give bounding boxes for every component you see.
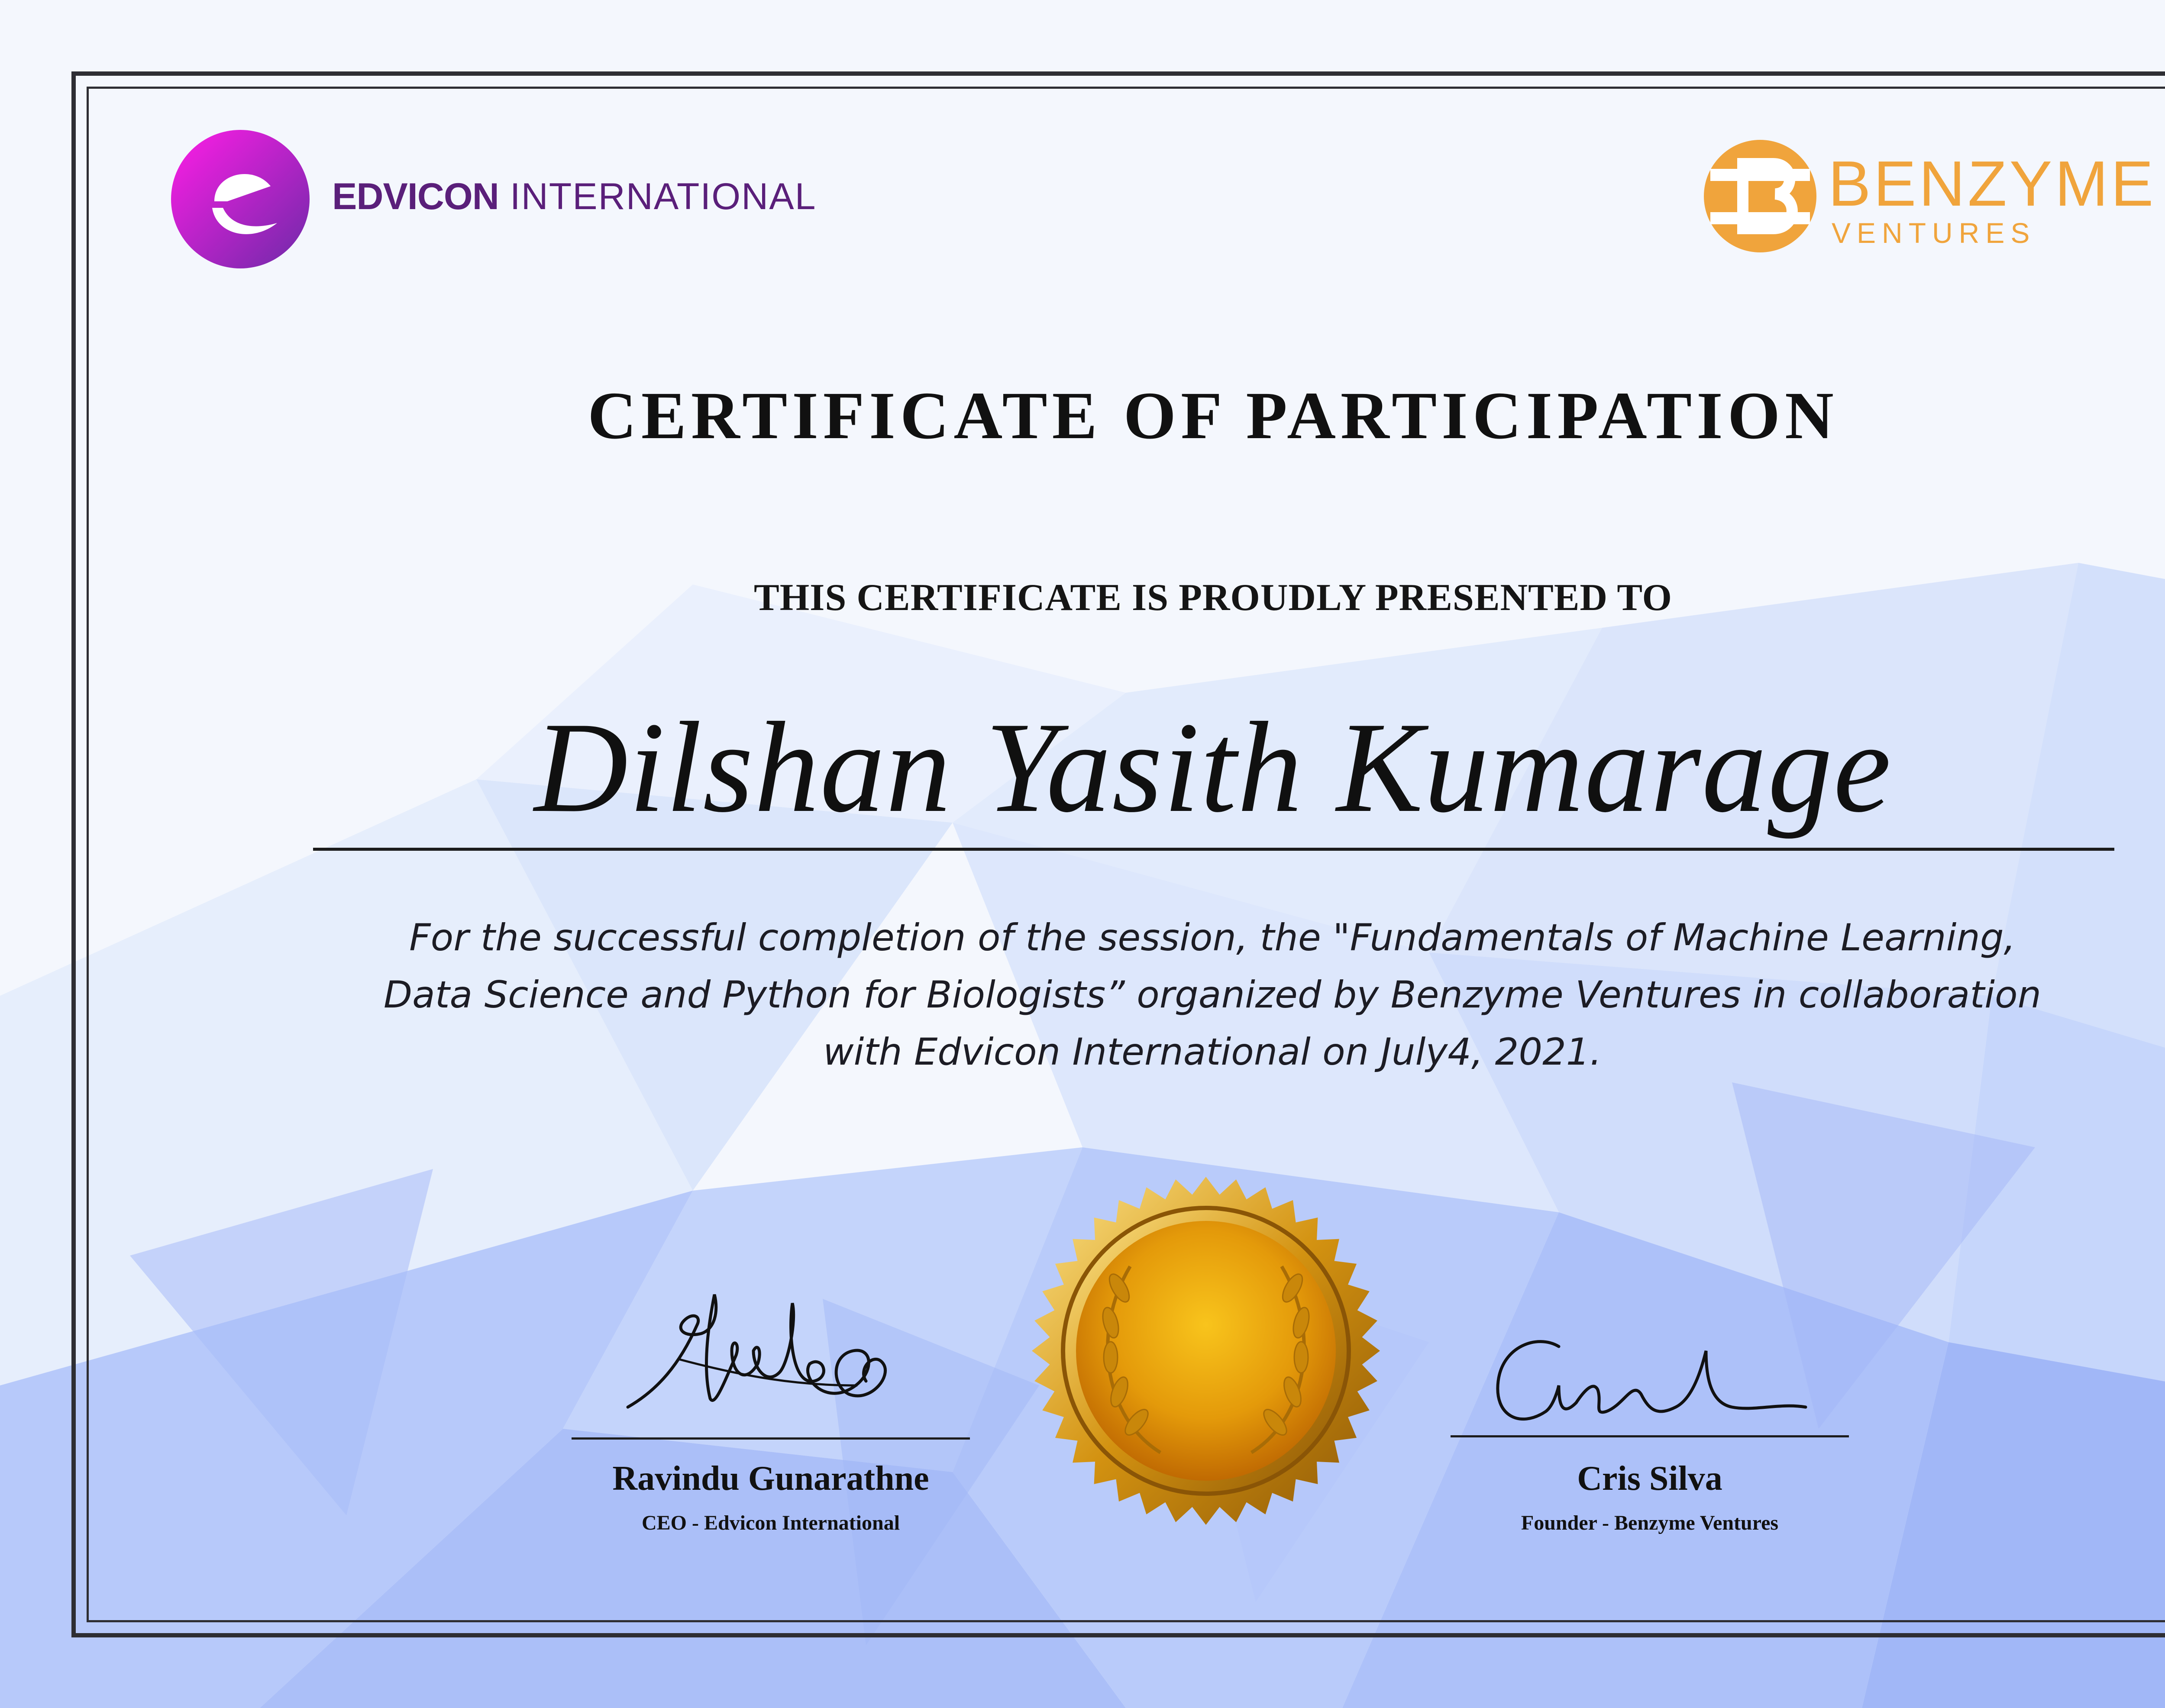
certificate-title: CERTIFICATE OF PARTICIPATION (588, 378, 1839, 453)
signatory-role-right: Founder - Benzyme Ventures (1521, 1511, 1779, 1534)
description-line-2: Data Science and Python for Biologists” organized by Benzyme Ventures in collaboration (383, 973, 2042, 1017)
signature-cris (1451, 1321, 1849, 1433)
description-line-1: For the successful completion of the session, the "Fundamentals of Machine Learning, (409, 916, 2016, 959)
benzyme-wordmark: BENZYME (1828, 148, 2156, 220)
signatory-name-right: Cris Silva (1577, 1459, 1722, 1498)
edvicon-wordmark-light: INTERNATIONAL (498, 176, 817, 217)
presented-to-text: THIS CERTIFICATE IS PROUDLY PRESENTED TO (754, 577, 1672, 619)
edvicon-wordmark-bold: EDVICON (332, 176, 499, 217)
signature-ravindu (572, 1277, 970, 1420)
signature-line-right (1451, 1435, 1849, 1437)
edvicon-wordmark (332, 175, 816, 218)
benzyme-subtitle: VENTURES (1832, 217, 2036, 249)
certificate-description (303, 909, 2122, 1081)
edvicon-logo-icon (167, 126, 314, 273)
description-line-3: with Edvicon International on July4, 2021. (823, 1030, 1602, 1074)
signatory-role-left: CEO - Edvicon International (641, 1511, 900, 1534)
edvicon-logo (167, 126, 881, 273)
recipient-name: Dilshan Yasith Kumarage (534, 695, 1892, 839)
gold-seal-icon (1031, 1175, 1381, 1526)
benzyme-logo (1702, 134, 2165, 264)
signature-line-left (572, 1437, 970, 1440)
signatory-name-left: Ravindu Gunarathne (612, 1459, 929, 1498)
benzyme-logo-icon (1702, 138, 1819, 255)
recipient-underline (313, 848, 2114, 851)
